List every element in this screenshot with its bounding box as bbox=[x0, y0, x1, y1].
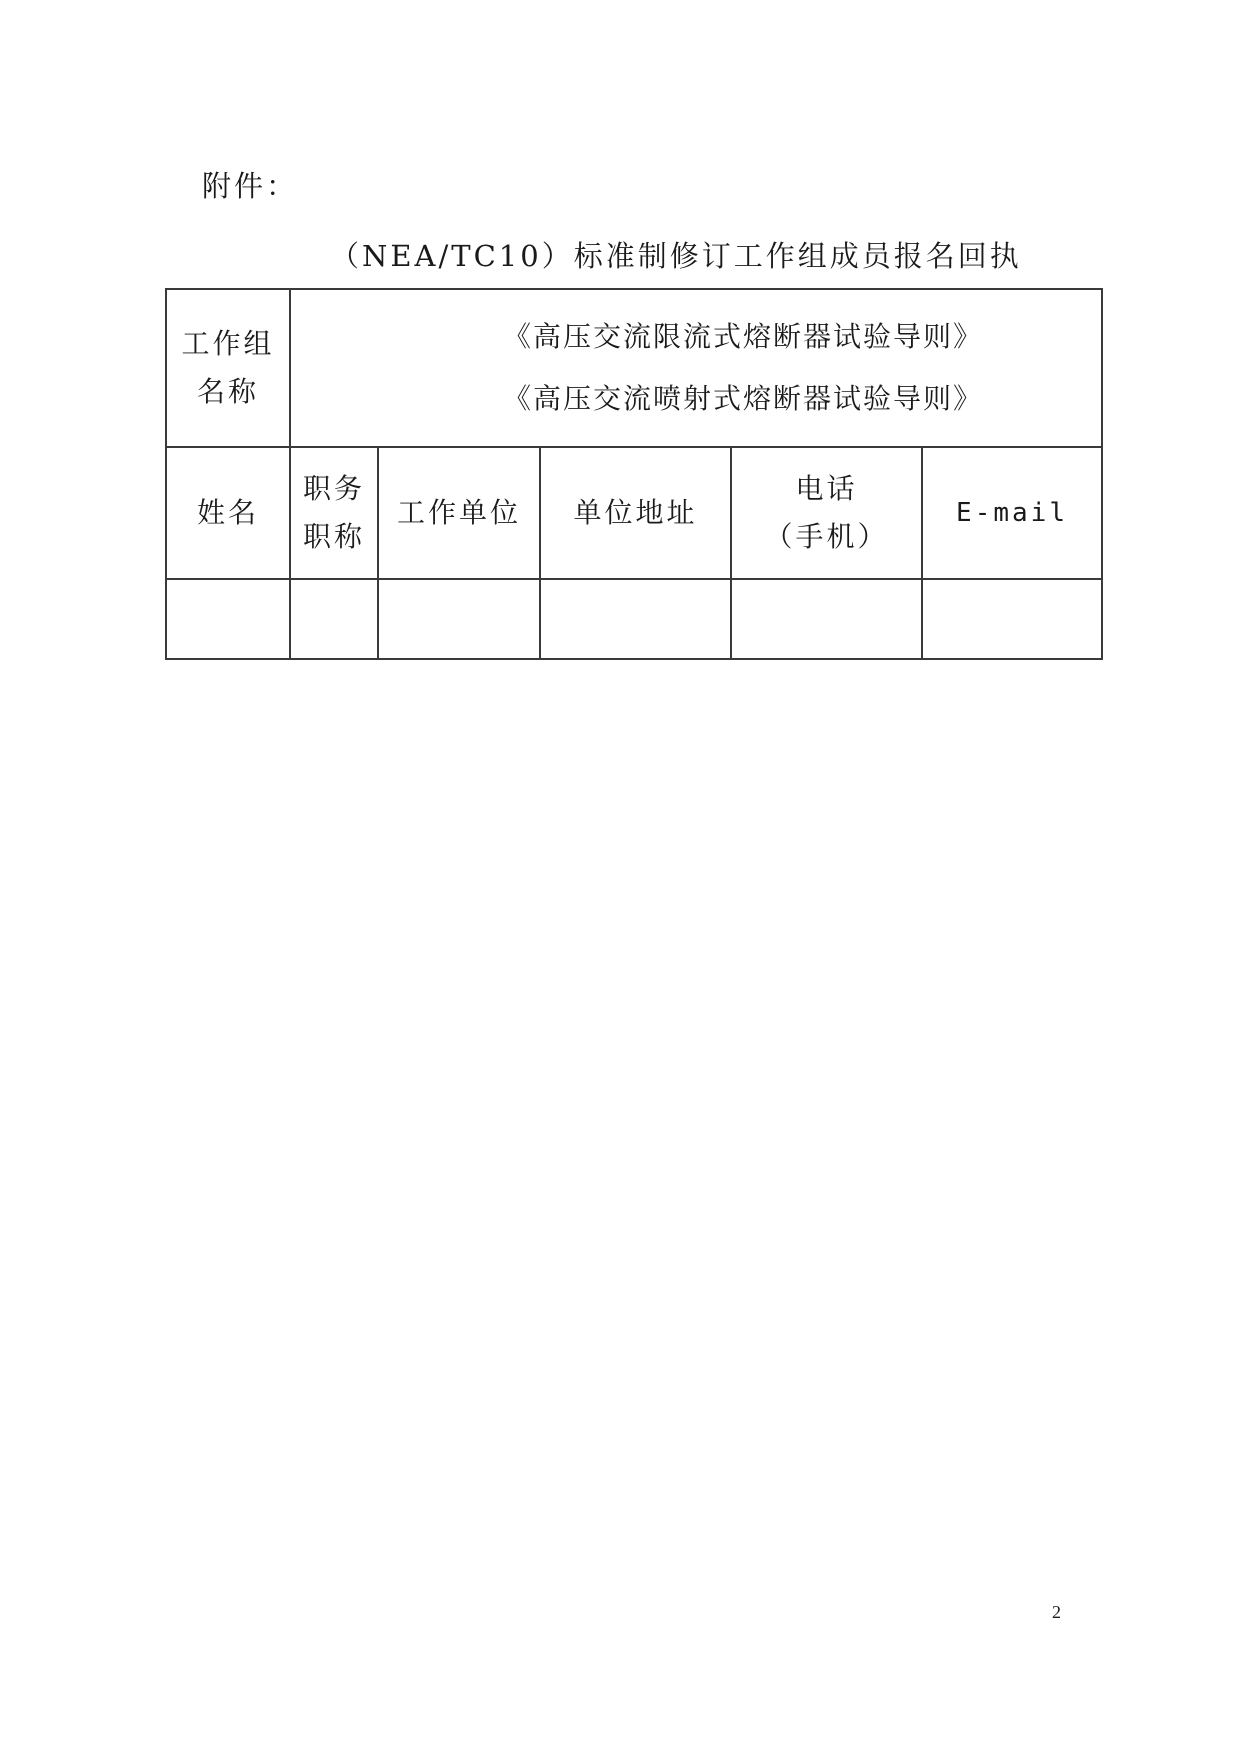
entry-name-cell[interactable] bbox=[166, 579, 290, 659]
entry-position-cell[interactable] bbox=[290, 579, 378, 659]
entry-email-cell[interactable] bbox=[922, 579, 1102, 659]
header-name-cell bbox=[166, 447, 290, 579]
header-phone-line2: （手机） bbox=[764, 520, 889, 553]
header-workplace: 工作单位 bbox=[396, 496, 521, 530]
header-row bbox=[166, 447, 1102, 579]
attachment-label: 附件： bbox=[202, 169, 299, 203]
working-group-label-line2: 名称 bbox=[196, 375, 259, 408]
page-number: 2 bbox=[1052, 1602, 1061, 1622]
working-group-label-line1: 工作组 bbox=[181, 327, 275, 361]
header-email: E-mail bbox=[956, 497, 1068, 528]
working-group-name-1: 《高压交流限流式熔断器试验导则》 bbox=[503, 320, 984, 354]
registration-table bbox=[165, 288, 1103, 660]
working-group-names-cell bbox=[290, 289, 1102, 447]
entry-workplace-cell[interactable] bbox=[378, 579, 540, 659]
header-address-cell bbox=[540, 447, 731, 579]
header-workplace-cell bbox=[378, 447, 540, 579]
working-group-row bbox=[166, 289, 1102, 447]
header-position-cell bbox=[290, 447, 378, 579]
header-position-line2: 职称 bbox=[302, 520, 365, 553]
working-group-label-cell bbox=[166, 289, 290, 447]
form-title: （NEA/TC10）标准制修订工作组成员报名回执 bbox=[330, 239, 1022, 273]
header-position-line1: 职务 bbox=[302, 472, 365, 506]
header-phone-line1: 电话 bbox=[795, 472, 858, 506]
entry-row bbox=[166, 579, 1102, 659]
entry-phone-cell[interactable] bbox=[731, 579, 922, 659]
header-address: 单位地址 bbox=[573, 496, 698, 530]
entry-address-cell[interactable] bbox=[540, 579, 731, 659]
working-group-name-2: 《高压交流喷射式熔断器试验导则》 bbox=[503, 382, 984, 415]
header-phone-cell bbox=[731, 447, 922, 579]
header-name: 姓名 bbox=[196, 496, 259, 530]
header-email-cell bbox=[922, 447, 1102, 579]
